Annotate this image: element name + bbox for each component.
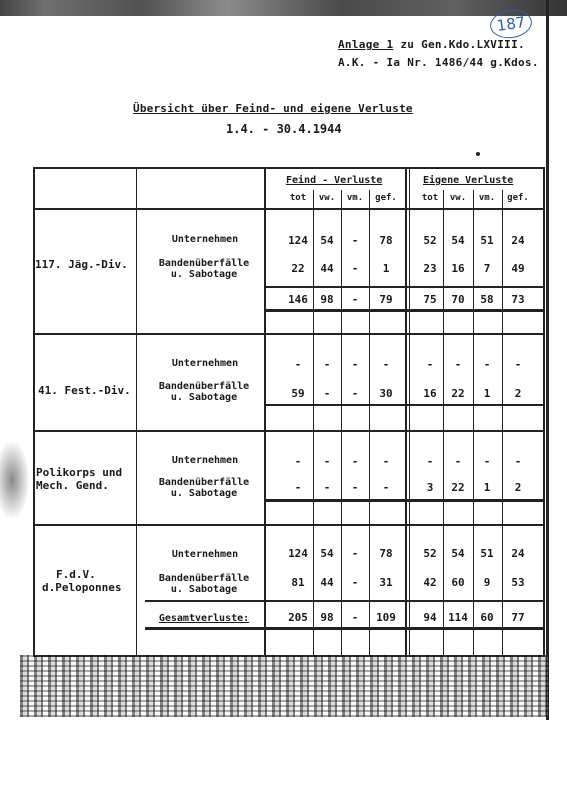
table-cell: -	[294, 481, 302, 494]
table-cell: -	[323, 358, 331, 371]
table-cell: -	[351, 576, 359, 589]
subheader-own-tot: tot	[421, 193, 439, 203]
page-number: 187	[488, 7, 533, 41]
scan-smudge	[0, 440, 30, 520]
unit-41-fest-div: 41. Fest.-Div.	[38, 384, 131, 397]
document-title: Übersicht über Feind- und eigene Verluste	[133, 102, 413, 115]
category-attacks-line2: u. Sabotage	[170, 269, 238, 280]
header-own-losses: Eigene Verluste	[423, 175, 514, 186]
table-cell: 52	[423, 547, 437, 560]
table-cell: -	[483, 455, 491, 468]
table-cell: -	[351, 481, 359, 494]
category-attacks-line1: Bandenüberfälle	[158, 477, 250, 488]
table-border-right	[543, 167, 545, 657]
section-rule	[33, 430, 545, 432]
table-cell: 53	[511, 576, 525, 589]
category-operations: Unternehmen	[171, 549, 239, 560]
table-cell: 205	[288, 611, 308, 624]
table-cell: 2	[514, 481, 522, 494]
table-cell: 146	[288, 293, 308, 306]
table-cell: -	[351, 387, 359, 400]
scan-noise-band	[20, 655, 548, 717]
table-cell: 1	[483, 481, 491, 494]
table-cell: 3	[426, 481, 434, 494]
table-cell: -	[382, 481, 390, 494]
table-cell: 22	[451, 481, 465, 494]
subheader-own-vw: vw.	[449, 193, 467, 203]
subheader-enemy-vm: vm.	[346, 193, 364, 203]
category-operations: Unternehmen	[171, 234, 239, 245]
subheader-own-gef: gef.	[507, 193, 529, 203]
table-cell: 75	[423, 293, 437, 306]
table-cell: 98	[320, 293, 334, 306]
table-cell: 42	[423, 576, 437, 589]
table-cell: -	[454, 455, 462, 468]
subcol-sep	[502, 190, 503, 657]
table-cell: 124	[288, 547, 308, 560]
table-cell: 94	[423, 611, 437, 624]
table-cell: 54	[320, 547, 334, 560]
table-cell: 44	[320, 262, 334, 275]
category-attacks-line2: u. Sabotage	[170, 584, 238, 595]
header-rule	[33, 208, 545, 210]
category-attacks-line1: Bandenüberfälle	[158, 258, 250, 269]
table-cell: 78	[379, 547, 393, 560]
subtotal-rule	[264, 499, 545, 502]
table-cell: 124	[288, 234, 308, 247]
col-sep-category	[264, 167, 266, 657]
document-dates: 1.4. - 30.4.1944	[226, 122, 342, 136]
subheader-enemy-tot: tot	[289, 193, 307, 203]
table-border-left	[33, 167, 35, 657]
table-cell: -	[454, 358, 462, 371]
reference-line-2: A.K. - Ia Nr. 1486/44 g.Kdos.	[338, 56, 539, 69]
table-cell: -	[426, 358, 434, 371]
scan-edge-right	[546, 0, 549, 720]
table-cell: 78	[379, 234, 393, 247]
table-cell: 58	[480, 293, 494, 306]
table-cell: -	[351, 358, 359, 371]
table-cell: 24	[511, 234, 525, 247]
table-cell: -	[514, 455, 522, 468]
table-cell: -	[514, 358, 522, 371]
table-cell: -	[323, 481, 331, 494]
table-cell: -	[382, 358, 390, 371]
table-cell: -	[351, 293, 359, 306]
col-sep-enemy-own-2	[409, 167, 410, 657]
table-cell: 54	[320, 234, 334, 247]
table-cell: 9	[483, 576, 491, 589]
table-cell: 59	[291, 387, 305, 400]
table-cell: -	[426, 455, 434, 468]
ink-dot	[476, 152, 480, 156]
unit-117-jaeg-div: 117. Jäg.-Div.	[35, 258, 128, 271]
col-sep-enemy-own	[405, 167, 407, 657]
table-cell: 52	[423, 234, 437, 247]
scan-edge-top	[0, 0, 567, 16]
table-cell: -	[294, 358, 302, 371]
table-cell: 7	[483, 262, 491, 275]
table-cell: 77	[511, 611, 525, 624]
category-operations: Unternehmen	[171, 358, 239, 369]
category-attacks-line2: u. Sabotage	[170, 392, 238, 403]
table-cell: 22	[291, 262, 305, 275]
subtotal-rule-double	[264, 309, 545, 312]
table-border-top	[33, 167, 545, 169]
table-cell: -	[351, 455, 359, 468]
table-cell: 51	[480, 234, 494, 247]
table-cell: -	[323, 387, 331, 400]
table-cell: 16	[423, 387, 437, 400]
unit-polikorps-line1: Polikorps und	[36, 466, 123, 479]
table-cell: -	[382, 455, 390, 468]
category-operations: Unternehmen	[171, 455, 239, 466]
unit-polikorps-line2: Mech. Gend.	[36, 479, 109, 492]
subtotal-rule	[264, 286, 545, 288]
table-cell: 44	[320, 576, 334, 589]
category-attacks-line2: u. Sabotage	[170, 488, 238, 499]
table-cell: 81	[291, 576, 305, 589]
section-rule	[33, 524, 545, 526]
table-cell: 54	[451, 234, 465, 247]
table-cell: 1	[483, 387, 491, 400]
table-cell: -	[351, 611, 359, 624]
table-cell: -	[483, 358, 491, 371]
subheader-enemy-gef: gef.	[375, 193, 397, 203]
category-attacks-line1: Bandenüberfälle	[158, 573, 250, 584]
table-cell: 23	[423, 262, 437, 275]
section-rule	[33, 333, 545, 335]
table-cell: 49	[511, 262, 525, 275]
table-cell: 24	[511, 547, 525, 560]
reference-line-1	[338, 38, 525, 51]
annex-label: Anlage 1	[338, 38, 394, 51]
total-rule-double	[145, 627, 545, 630]
table-cell: 1	[382, 262, 390, 275]
table-cell: 73	[511, 293, 525, 306]
table-cell: 51	[480, 547, 494, 560]
category-attacks-line1: Bandenüberfälle	[158, 381, 250, 392]
category-total: Gesamtverluste:	[158, 613, 250, 624]
table-cell: 98	[320, 611, 334, 624]
table-cell: -	[351, 234, 359, 247]
subcol-sep	[369, 190, 370, 657]
table-cell: 79	[379, 293, 393, 306]
table-cell: 16	[451, 262, 465, 275]
table-cell: -	[323, 455, 331, 468]
table-cell: 31	[379, 576, 393, 589]
table-cell: 30	[379, 387, 393, 400]
table-cell: -	[351, 547, 359, 560]
header-enemy-losses: Feind - Verluste	[286, 175, 383, 186]
subheader-enemy-vw: vw.	[318, 193, 336, 203]
table-cell: 2	[514, 387, 522, 400]
table-cell: 54	[451, 547, 465, 560]
table-cell: 109	[376, 611, 396, 624]
table-cell: -	[351, 262, 359, 275]
annex-suffix: zu Gen.Kdo.LXVIII.	[393, 38, 525, 51]
table-cell: 60	[480, 611, 494, 624]
table-cell: -	[294, 455, 302, 468]
col-sep-unit	[136, 167, 137, 657]
table-cell: 22	[451, 387, 465, 400]
table-cell: 114	[448, 611, 468, 624]
subheader-own-vm: vm.	[478, 193, 496, 203]
unit-fdv-line1: F.d.V.	[56, 568, 96, 581]
table-cell: 70	[451, 293, 465, 306]
subtotal-rule	[264, 404, 545, 406]
total-rule	[145, 600, 545, 602]
table-cell: 60	[451, 576, 465, 589]
unit-fdv-line2: d.Peloponnes	[42, 581, 122, 594]
